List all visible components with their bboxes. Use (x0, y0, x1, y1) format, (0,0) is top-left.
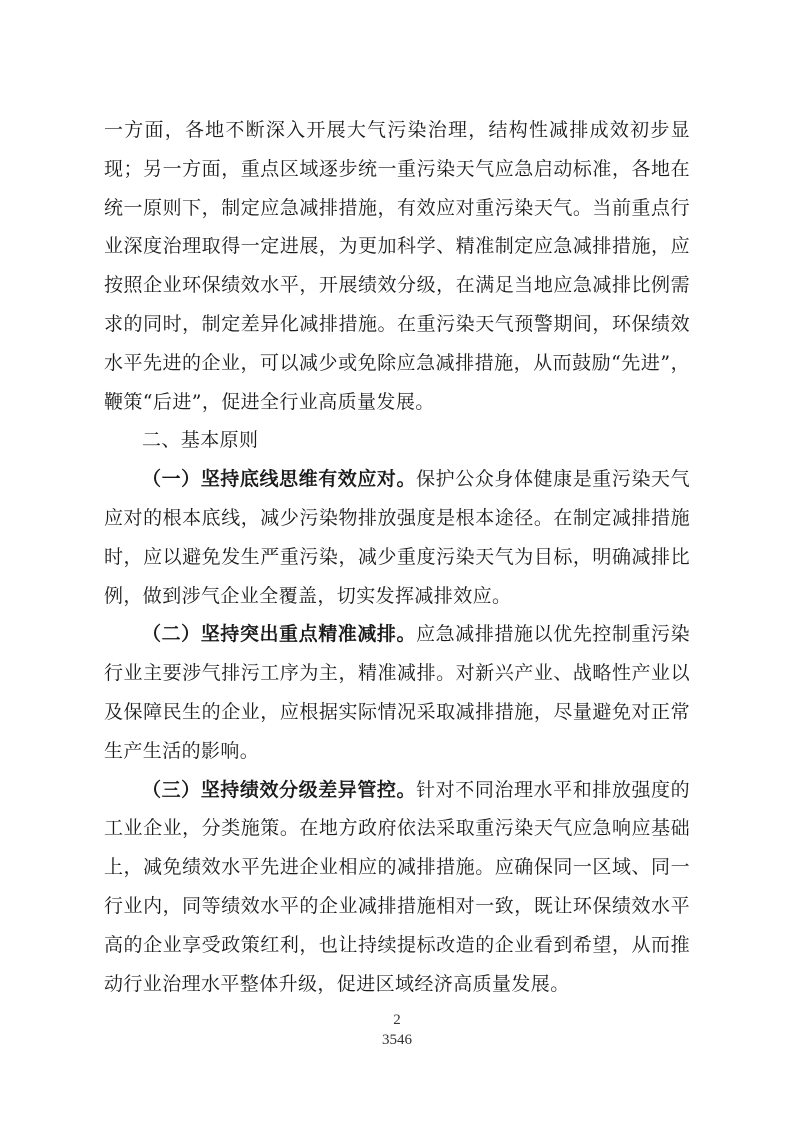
principle-3-lead: （三）坚持绩效分级差异管控。 (142, 778, 417, 801)
principle-3-body: 针对不同治理水平和排放强度的工业企业，分类施策。在地方政府依法采取重污染天气应急响应基础上，减免绩效水平先进企业相应的减排措施。应确保同一区域、同一行业内，同等绩效水平的企业减排措施相对一致，既让环保绩效水平高的企业享受政策红利，也让持续提标改造的企业看到希望，从而推动行业治理水平整体升级，促进区域经济高质量发展。 (104, 778, 690, 995)
principle-2-lead: （二）坚持突出重点精准减排。 (142, 623, 417, 646)
principle-2-body: 应急减排措施以优先控制重污染行业主要涉气排污工序为主，精准减排。对新兴产业、战略性产业以及保障民生的企业，应根据实际情况采取减排措施，尽量避免对正常生产生活的影响。 (104, 623, 690, 762)
document-body (104, 111, 690, 1003)
principle-paragraph-3 (104, 771, 690, 1004)
intro-paragraph: 一方面，各地不断深入开展大气污染治理，结构性减排成效初步显现；另一方面，重点区域逐步统一重污染天气应急启动标准，各地在统一原则下，制定应急减排措施，有效应对重污染天气。当前重点行业深度治理取得一定进展，为更加科学、精准制定应急减排措施，应按照企业环保绩效水平，开展绩效分级，在满足当地应急减排比例需求的同时，制定差异化减排措施。在重污染天气预警期间，环保绩效水平先进的企业，可以减少或免除应急减排措施，从而鼓励“先进”，鞭策“后进”，促进全行业高质量发展。 (104, 119, 690, 413)
document-number: 3546 (382, 1032, 412, 1048)
principle-1-body: 保护公众身体健康是重污染天气应对的根本底线，减少污染物排放强度是根本途径。在制定减排措施时，应以避免发生严重污染，减少重度污染天气为目标，明确减排比例，做到涉气企业全覆盖，切实发挥减排效应。 (104, 468, 690, 607)
principle-paragraph-1 (104, 460, 690, 615)
principle-1-lead: （一）坚持底线思维有效应对。 (142, 468, 417, 491)
page-number: 2 (393, 1012, 401, 1028)
section-heading: 二、基本原则 (142, 429, 259, 452)
principle-paragraph-2 (104, 615, 690, 770)
